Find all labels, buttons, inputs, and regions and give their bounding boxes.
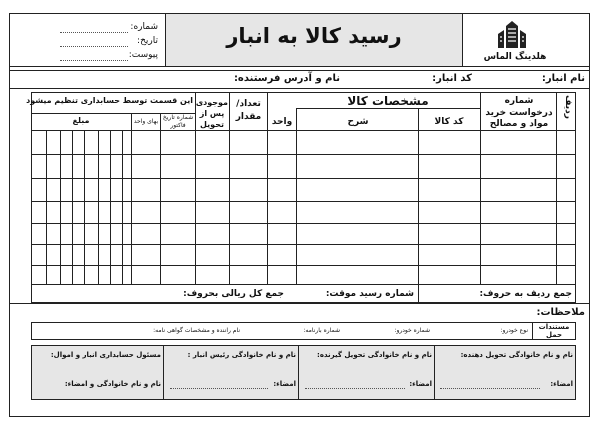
notes-label: ملاحظات: — [536, 307, 585, 318]
waybill-no: شماره بارنامه: — [303, 327, 340, 334]
col-description: شرح — [347, 117, 369, 127]
date-field[interactable] — [60, 46, 128, 47]
warehouse-code-label: کد انبار: — [432, 73, 472, 84]
receiver-sign: امضاء: — [409, 380, 432, 388]
vehicle-no: شماره خودرو: — [394, 327, 430, 334]
col-unit: واحد — [271, 117, 293, 127]
col-amount: مبلغ — [72, 116, 90, 125]
carrier-label: مستندات حمل — [538, 323, 570, 339]
rial-total-words: جمع کل ریالی بحروف: — [183, 289, 284, 299]
warehouse-head-sign-field[interactable] — [170, 388, 268, 389]
number-label: شماره: — [130, 22, 158, 32]
col-row-no: ردیف — [563, 95, 573, 119]
accounting-sign: نام و نام خانوادگی و امضاء: — [64, 380, 161, 388]
warehouse-head-name: نام و نام خانوادگی رئیس انبار : — [187, 351, 296, 359]
col-stock-after: موجودی پس از تحویل — [195, 98, 228, 129]
number-field[interactable] — [60, 32, 128, 33]
sender-label: نام و آدرس فرستنده: — [233, 73, 340, 84]
building-logo-icon — [496, 20, 528, 50]
col-materials: مواد و مصالح — [489, 119, 549, 129]
deliverer-name: نام و نام خانوادگی تحویل دهنده: — [460, 351, 573, 359]
attachment-label: پیوست: — [128, 50, 158, 60]
col-quantity: تعداد/ مقدار — [235, 99, 262, 122]
driver-info: نام راننده و مشخصات گواهی نامه: — [153, 327, 240, 334]
warehouse-name-label: نام انبار: — [541, 73, 585, 84]
temp-receipt-no: شماره رسید موقت: — [325, 289, 414, 299]
warehouse-head-sign: امضاء: — [273, 380, 296, 388]
vehicle-type: نوع خودرو: — [500, 327, 528, 334]
date-label: تاریخ: — [137, 36, 158, 46]
accounting-officer: مسئول حسابداری انبار و اموال: — [50, 351, 161, 359]
attachment-field[interactable] — [60, 60, 128, 61]
deliverer-sign: امضاء: — [550, 380, 573, 388]
receiver-sign-field[interactable] — [305, 388, 405, 389]
col-goods-spec: مشخصات کالا — [347, 94, 429, 108]
form-title: رسید کالا به انبار — [226, 24, 402, 48]
receiver-name: نام و نام خانوادگی تحویل گیرنده: — [317, 351, 432, 359]
deliverer-sign-field[interactable] — [440, 388, 540, 389]
row-total-words: جمع ردیف به حروف: — [479, 289, 572, 299]
col-item-code: کد کالا — [434, 117, 464, 127]
col-accounting-note: این قسمت توسط حسابداری تنظیم میشود — [26, 96, 193, 105]
col-request-no: شماره درخواست خرید — [485, 96, 553, 118]
col-invoice-no: شماره تاریخ فاکتور — [162, 114, 194, 129]
col-unit-price: بهای واحد — [133, 118, 159, 125]
company-name: هلدینگ الماس — [483, 52, 547, 62]
